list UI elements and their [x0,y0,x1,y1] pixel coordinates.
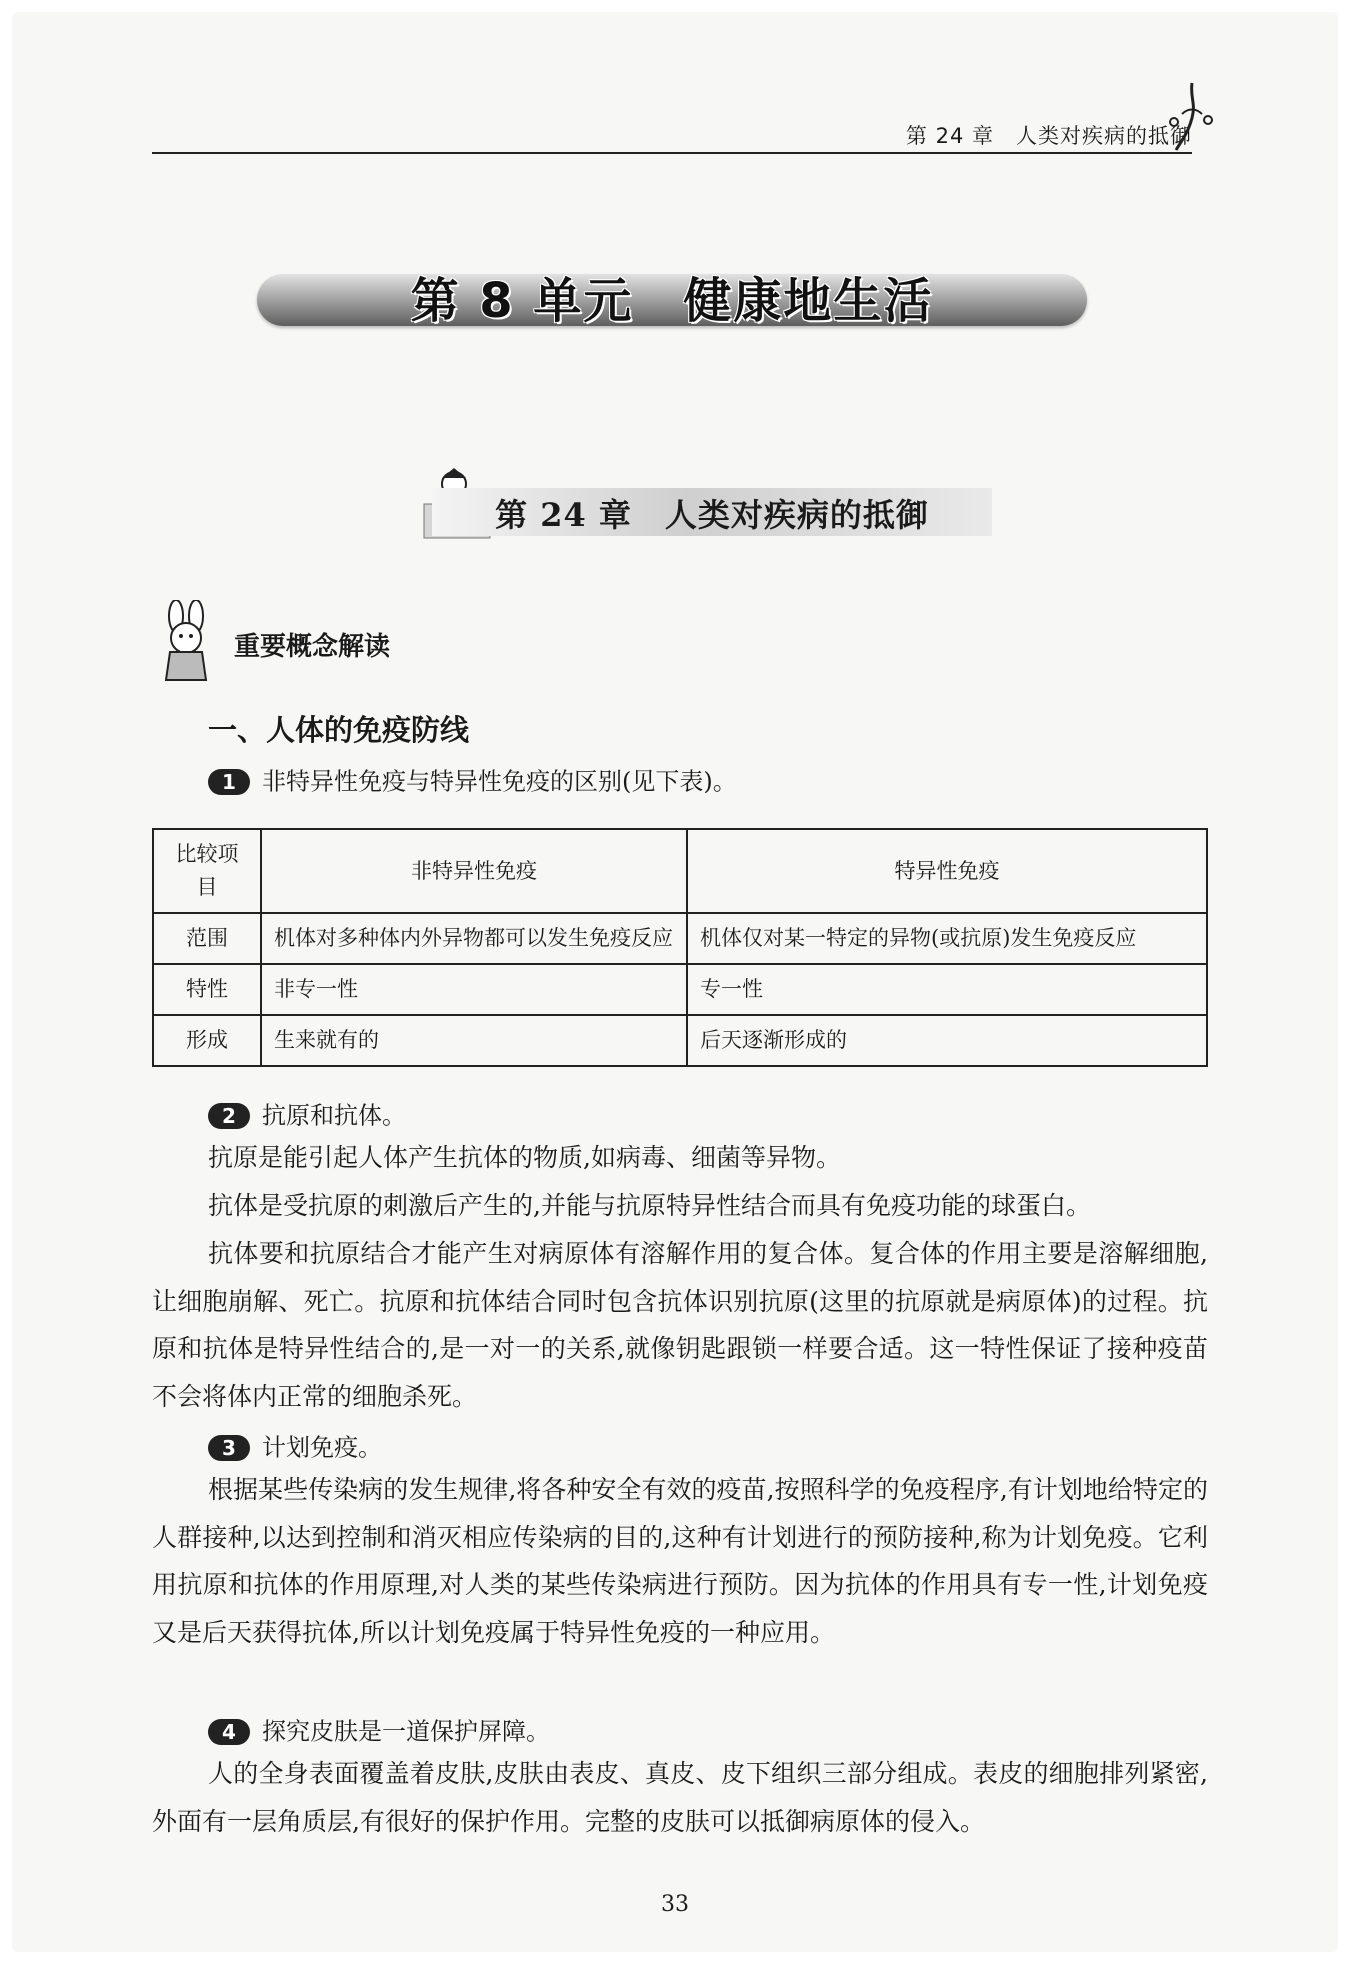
paragraph: 人的全身表面覆盖着皮肤,皮肤由表皮、真皮、皮下组织三部分组成。表皮的细胞排列紧密,外面有一层角质层,有很好的保护作用。完整的皮肤可以抵御病原体的侵入。 [152,1759,1208,1836]
point-4 [208,1714,550,1748]
header-rule [152,152,1192,154]
table-cell: 机体对多种体内外异物都可以发生免疫反应 [261,913,687,964]
table-row [153,913,1207,964]
comparison-table [152,828,1208,1067]
point-1 [208,764,737,798]
table-cell: 机体仅对某一特定的异物(或抗原)发生免疫反应 [687,913,1207,964]
point-text: 非特异性免疫与特异性免疫的区别(见下表)。 [262,767,737,796]
table-cell: 形成 [153,1015,261,1066]
point-3 [208,1430,382,1464]
number-badge: 2 [208,1103,250,1129]
point-text: 计划免疫。 [262,1433,382,1462]
concept-heading: 重要概念解读 [234,632,391,662]
table-cell: 专一性 [687,964,1207,1015]
table-header-cell: 比较项目 [153,829,261,913]
textbook-page [12,12,1338,1952]
table-cell: 非专一性 [261,964,687,1015]
paragraph: 根据某些传染病的发生规律,将各种安全有效的疫苗,按照科学的免疫程序,有计划地给特定的人群接种,以达到控制和消灭相应传染病的目的,这种有计划进行的预防接种,称为计划免疫。它利用抗原和抗体的作用原理,对人类的某些传染病进行预防。因为抗体的作用具有专一性,计划免疫又是后天获得抗体,所以计划免疫属于特异性免疫的一种应用。 [152,1475,1208,1647]
flower-ornament-icon [1162,78,1222,158]
subsection-title: 一、人体的免疫防线 [208,713,470,747]
table-header-cell: 非特异性免疫 [261,829,687,913]
table-header-cell: 特异性免疫 [687,829,1207,913]
number-badge: 3 [208,1435,250,1461]
number-badge: 4 [208,1719,250,1745]
table-cell: 特性 [153,964,261,1015]
table-row [153,1015,1207,1066]
point-text: 探究皮肤是一道保护屏障。 [262,1717,550,1746]
point-text: 抗原和抗体。 [262,1101,406,1130]
table-cell: 生来就有的 [261,1015,687,1066]
paragraph: 抗原是能引起人体产生抗体的物质,如病毒、细菌等异物。 [208,1143,841,1172]
table-row [153,964,1207,1015]
chapter-title: 第 24 章 人类对疾病的抵御 [495,496,929,534]
table-header-row [153,829,1207,913]
point-2 [208,1098,406,1132]
paragraph: 抗体要和抗原结合才能产生对病原体有溶解作用的复合体。复合体的作用主要是溶解细胞,让细胞崩解、死亡。抗原和抗体结合同时包含抗体识别抗原(这里的抗原就是病原体)的过程。抗原和抗体是特异性结合的,是一对一的关系,就像钥匙跟锁一样要合适。这一特性保证了接种疫苗不会将体内正常的细胞杀死。 [152,1239,1208,1411]
number-badge: 1 [208,769,250,795]
unit-title: 第 8 单元 健康地生活 [410,273,934,329]
paragraph: 抗体是受抗原的刺激后产生的,并能与抗原特异性结合而具有免疫功能的球蛋白。 [208,1191,1091,1220]
page-number: 33 [661,1892,689,1917]
table-cell: 后天逐渐形成的 [687,1015,1207,1066]
rabbit-mascot-icon [150,600,226,686]
running-header: 第 24 章 人类对疾病的抵御 [905,124,1192,148]
table-cell: 范围 [153,913,261,964]
